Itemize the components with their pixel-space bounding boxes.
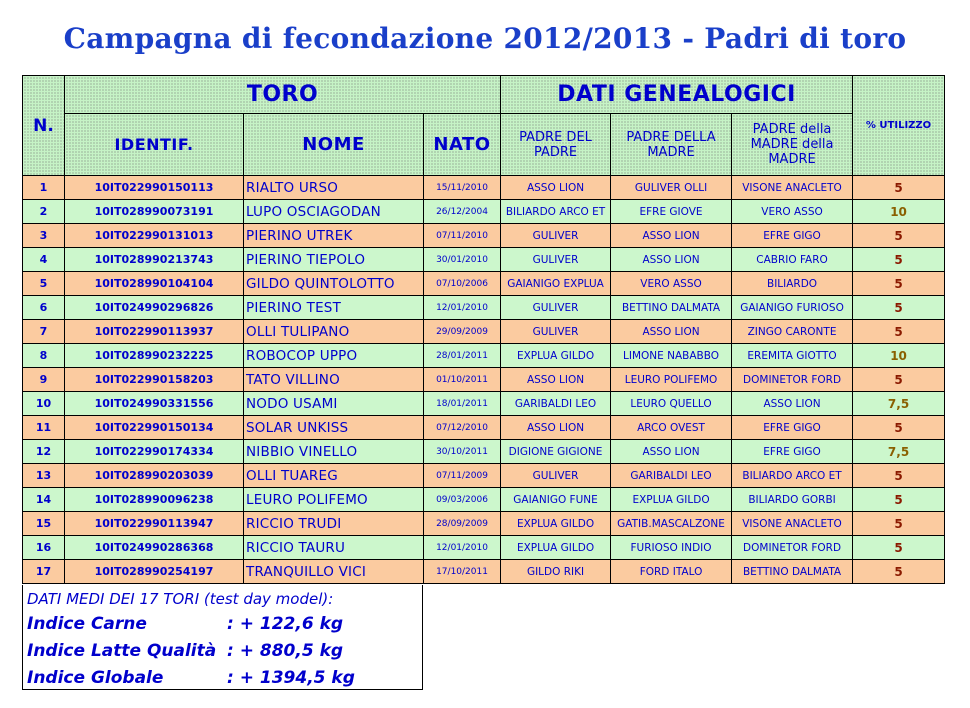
summary-globale-value: : + 1394,5 kg: [227, 668, 355, 688]
cell-padre-della-madre: GATIB.MASCALZONE: [611, 512, 732, 536]
cell-padre-madre-madre: CABRIO FARO: [732, 248, 853, 272]
cell-nato: 15/11/2010: [424, 176, 501, 200]
cell-n: 11: [23, 416, 65, 440]
cell-padre-della-madre: ASSO LION: [611, 224, 732, 248]
table-row: [23, 464, 945, 488]
cell-n: 7: [23, 320, 65, 344]
summary-latte-label: Indice Latte Qualità: [27, 641, 217, 661]
cell-padre-madre-madre: VERO ASSO: [732, 200, 853, 224]
cell-identif: 10IT028990254197: [65, 560, 244, 584]
table-row: [23, 368, 945, 392]
table-row: [23, 344, 945, 368]
cell-n: 15: [23, 512, 65, 536]
cell-padre-della-madre: EXPLUA GILDO: [611, 488, 732, 512]
cell-padre-madre-madre: ASSO LION: [732, 392, 853, 416]
table-row: [23, 320, 945, 344]
cell-padre-madre-madre: GAIANIGO FURIOSO: [732, 296, 853, 320]
cell-padre-madre-madre: EFRE GIGO: [732, 224, 853, 248]
cell-nome: PIERINO TEST: [244, 296, 424, 320]
cell-nome: LUPO OSCIAGODAN: [244, 200, 424, 224]
cell-padre-della-madre: GARIBALDI LEO: [611, 464, 732, 488]
cell-utilizzo: 5: [853, 416, 945, 440]
table-row: [23, 176, 945, 200]
summary-globale-label: Indice Globale: [27, 668, 164, 688]
cell-identif: 10IT028990232225: [65, 344, 244, 368]
cell-nato: 07/10/2006: [424, 272, 501, 296]
cell-identif: 10IT028990203039: [65, 464, 244, 488]
cell-nome: OLLI TUAREG: [244, 464, 424, 488]
header-padre-del-padre: PADRE DEL PADRE: [501, 114, 611, 176]
cell-utilizzo: 5: [853, 224, 945, 248]
cell-identif: 10IT022990113937: [65, 320, 244, 344]
cell-nome: LEURO POLIFEMO: [244, 488, 424, 512]
summary-heading: DATI MEDI DEI 17 TORI (test day model):: [27, 590, 334, 608]
cell-nato: 09/03/2006: [424, 488, 501, 512]
cell-nato: 12/01/2010: [424, 536, 501, 560]
table-row: [23, 536, 945, 560]
cell-nato: 29/09/2009: [424, 320, 501, 344]
summary-globale: [27, 668, 355, 688]
header-nome: NOME: [244, 114, 424, 176]
cell-n: 12: [23, 440, 65, 464]
header-utilizzo: % UTILIZZO: [853, 76, 945, 176]
cell-padre-del-padre: GULIVER: [501, 464, 611, 488]
cell-nome: PIERINO TIEPOLO: [244, 248, 424, 272]
cell-nome: ROBOCOP UPPO: [244, 344, 424, 368]
cell-padre-della-madre: LEURO QUELLO: [611, 392, 732, 416]
cell-nato: 17/10/2011: [424, 560, 501, 584]
header-padre-della-madre-della-madre: PADRE della MADRE della MADRE: [732, 114, 853, 176]
cell-utilizzo: 5: [853, 512, 945, 536]
header-dati-genealogici: DATI GENEALOGICI: [501, 76, 853, 114]
cell-padre-della-madre: ASSO LION: [611, 440, 732, 464]
cell-padre-del-padre: GULIVER: [501, 296, 611, 320]
cell-padre-del-padre: GARIBALDI LEO: [501, 392, 611, 416]
cell-padre-della-madre: LEURO POLIFEMO: [611, 368, 732, 392]
cell-nato: 30/10/2011: [424, 440, 501, 464]
table-row: [23, 560, 945, 584]
cell-padre-della-madre: LIMONE NABABBO: [611, 344, 732, 368]
cell-utilizzo: 5: [853, 296, 945, 320]
bulls-table: [22, 75, 945, 584]
cell-identif: 10IT022990158203: [65, 368, 244, 392]
summary-carne: [27, 614, 343, 634]
page-title: Campagna di fecondazione 2012/2013 - Padri di toro: [63, 22, 907, 55]
summary-box: [22, 585, 423, 690]
cell-nome: RICCIO TRUDI: [244, 512, 424, 536]
cell-nato: 07/11/2009: [424, 464, 501, 488]
summary-latte-value: : + 880,5 kg: [227, 641, 344, 661]
cell-n: 14: [23, 488, 65, 512]
cell-n: 4: [23, 248, 65, 272]
header-identif: IDENTIF.: [65, 114, 244, 176]
cell-n: 6: [23, 296, 65, 320]
table-row: [23, 392, 945, 416]
cell-nato: 30/01/2010: [424, 248, 501, 272]
cell-n: 9: [23, 368, 65, 392]
cell-padre-della-madre: FORD ITALO: [611, 560, 732, 584]
cell-padre-della-madre: ASSO LION: [611, 320, 732, 344]
header-padre-della-madre: PADRE DELLA MADRE: [611, 114, 732, 176]
table-row: [23, 296, 945, 320]
cell-identif: 10IT028990096238: [65, 488, 244, 512]
cell-padre-del-padre: GAIANIGO EXPLUA: [501, 272, 611, 296]
cell-utilizzo: 5: [853, 176, 945, 200]
cell-identif: 10IT022990131013: [65, 224, 244, 248]
cell-nato: 07/11/2010: [424, 224, 501, 248]
cell-nome: RIALTO URSO: [244, 176, 424, 200]
header-n: N.: [23, 76, 65, 176]
table-row: [23, 248, 945, 272]
cell-padre-del-padre: GULIVER: [501, 224, 611, 248]
cell-utilizzo: 5: [853, 368, 945, 392]
cell-n: 16: [23, 536, 65, 560]
cell-padre-del-padre: BILIARDO ARCO ET: [501, 200, 611, 224]
table-row: [23, 488, 945, 512]
cell-nato: 07/12/2010: [424, 416, 501, 440]
cell-nome: SOLAR UNKISS: [244, 416, 424, 440]
cell-n: 13: [23, 464, 65, 488]
header-nato: NATO: [424, 114, 501, 176]
cell-nome: TRANQUILLO VICI: [244, 560, 424, 584]
cell-padre-madre-madre: EREMITA GIOTTO: [732, 344, 853, 368]
cell-utilizzo: 5: [853, 272, 945, 296]
cell-n: 10: [23, 392, 65, 416]
cell-n: 1: [23, 176, 65, 200]
cell-identif: 10IT022990174334: [65, 440, 244, 464]
cell-utilizzo: 5: [853, 536, 945, 560]
cell-nato: 12/01/2010: [424, 296, 501, 320]
cell-padre-del-padre: EXPLUA GILDO: [501, 512, 611, 536]
cell-padre-del-padre: ASSO LION: [501, 368, 611, 392]
summary-latte: [27, 641, 343, 661]
cell-utilizzo: 10: [853, 344, 945, 368]
cell-padre-madre-madre: BILIARDO GORBI: [732, 488, 853, 512]
cell-nato: 28/09/2009: [424, 512, 501, 536]
cell-n: 5: [23, 272, 65, 296]
cell-nome: NIBBIO VINELLO: [244, 440, 424, 464]
cell-padre-madre-madre: EFRE GIGO: [732, 440, 853, 464]
cell-padre-madre-madre: DOMINETOR FORD: [732, 536, 853, 560]
cell-nome: PIERINO UTREK: [244, 224, 424, 248]
cell-padre-madre-madre: ZINGO CARONTE: [732, 320, 853, 344]
cell-identif: 10IT024990331556: [65, 392, 244, 416]
cell-utilizzo: 7,5: [853, 392, 945, 416]
cell-padre-del-padre: DIGIONE GIGIONE: [501, 440, 611, 464]
cell-nome: GILDO QUINTOLOTTO: [244, 272, 424, 296]
table-row: [23, 224, 945, 248]
summary-carne-value: : + 122,6 kg: [227, 614, 344, 634]
cell-identif: 10IT024990286368: [65, 536, 244, 560]
cell-padre-madre-madre: BETTINO DALMATA: [732, 560, 853, 584]
cell-identif: 10IT028990213743: [65, 248, 244, 272]
table-row: [23, 200, 945, 224]
cell-utilizzo: 5: [853, 464, 945, 488]
table-row: [23, 416, 945, 440]
cell-padre-madre-madre: EFRE GIGO: [732, 416, 853, 440]
cell-padre-del-padre: GAIANIGO FUNE: [501, 488, 611, 512]
cell-nato: 28/01/2011: [424, 344, 501, 368]
cell-padre-del-padre: ASSO LION: [501, 416, 611, 440]
cell-identif: 10IT022990150113: [65, 176, 244, 200]
cell-n: 8: [23, 344, 65, 368]
cell-identif: 10IT022990150134: [65, 416, 244, 440]
cell-padre-madre-madre: DOMINETOR FORD: [732, 368, 853, 392]
cell-n: 17: [23, 560, 65, 584]
cell-padre-della-madre: FURIOSO INDIO: [611, 536, 732, 560]
cell-nome: OLLI TULIPANO: [244, 320, 424, 344]
table-row: [23, 512, 945, 536]
cell-padre-del-padre: GULIVER: [501, 320, 611, 344]
cell-n: 3: [23, 224, 65, 248]
cell-n: 2: [23, 200, 65, 224]
cell-identif: 10IT028990104104: [65, 272, 244, 296]
table-row: [23, 272, 945, 296]
cell-nato: 26/12/2004: [424, 200, 501, 224]
cell-nome: TATO VILLINO: [244, 368, 424, 392]
cell-padre-del-padre: GILDO RIKI: [501, 560, 611, 584]
cell-padre-della-madre: EFRE GIOVE: [611, 200, 732, 224]
cell-padre-del-padre: GULIVER: [501, 248, 611, 272]
cell-identif: 10IT028990073191: [65, 200, 244, 224]
cell-padre-madre-madre: VISONE ANACLETO: [732, 512, 853, 536]
cell-padre-della-madre: GULIVER OLLI: [611, 176, 732, 200]
cell-padre-della-madre: VERO ASSO: [611, 272, 732, 296]
cell-nome: RICCIO TAURU: [244, 536, 424, 560]
summary-carne-label: Indice Carne: [27, 614, 147, 634]
header-toro: TORO: [65, 76, 501, 114]
cell-utilizzo: 5: [853, 560, 945, 584]
cell-utilizzo: 5: [853, 320, 945, 344]
cell-padre-madre-madre: BILIARDO ARCO ET: [732, 464, 853, 488]
cell-nato: 01/10/2011: [424, 368, 501, 392]
cell-utilizzo: 5: [853, 248, 945, 272]
cell-padre-della-madre: ARCO OVEST: [611, 416, 732, 440]
cell-padre-madre-madre: VISONE ANACLETO: [732, 176, 853, 200]
cell-padre-della-madre: ASSO LION: [611, 248, 732, 272]
cell-utilizzo: 7,5: [853, 440, 945, 464]
table-row: [23, 440, 945, 464]
table-body: [23, 176, 945, 584]
cell-nome: NODO USAMI: [244, 392, 424, 416]
cell-utilizzo: 5: [853, 488, 945, 512]
cell-padre-madre-madre: BILIARDO: [732, 272, 853, 296]
cell-identif: 10IT022990113947: [65, 512, 244, 536]
cell-padre-del-padre: EXPLUA GILDO: [501, 344, 611, 368]
cell-padre-della-madre: BETTINO DALMATA: [611, 296, 732, 320]
cell-padre-del-padre: ASSO LION: [501, 176, 611, 200]
cell-padre-del-padre: EXPLUA GILDO: [501, 536, 611, 560]
cell-utilizzo: 10: [853, 200, 945, 224]
cell-identif: 10IT024990296826: [65, 296, 244, 320]
cell-nato: 18/01/2011: [424, 392, 501, 416]
